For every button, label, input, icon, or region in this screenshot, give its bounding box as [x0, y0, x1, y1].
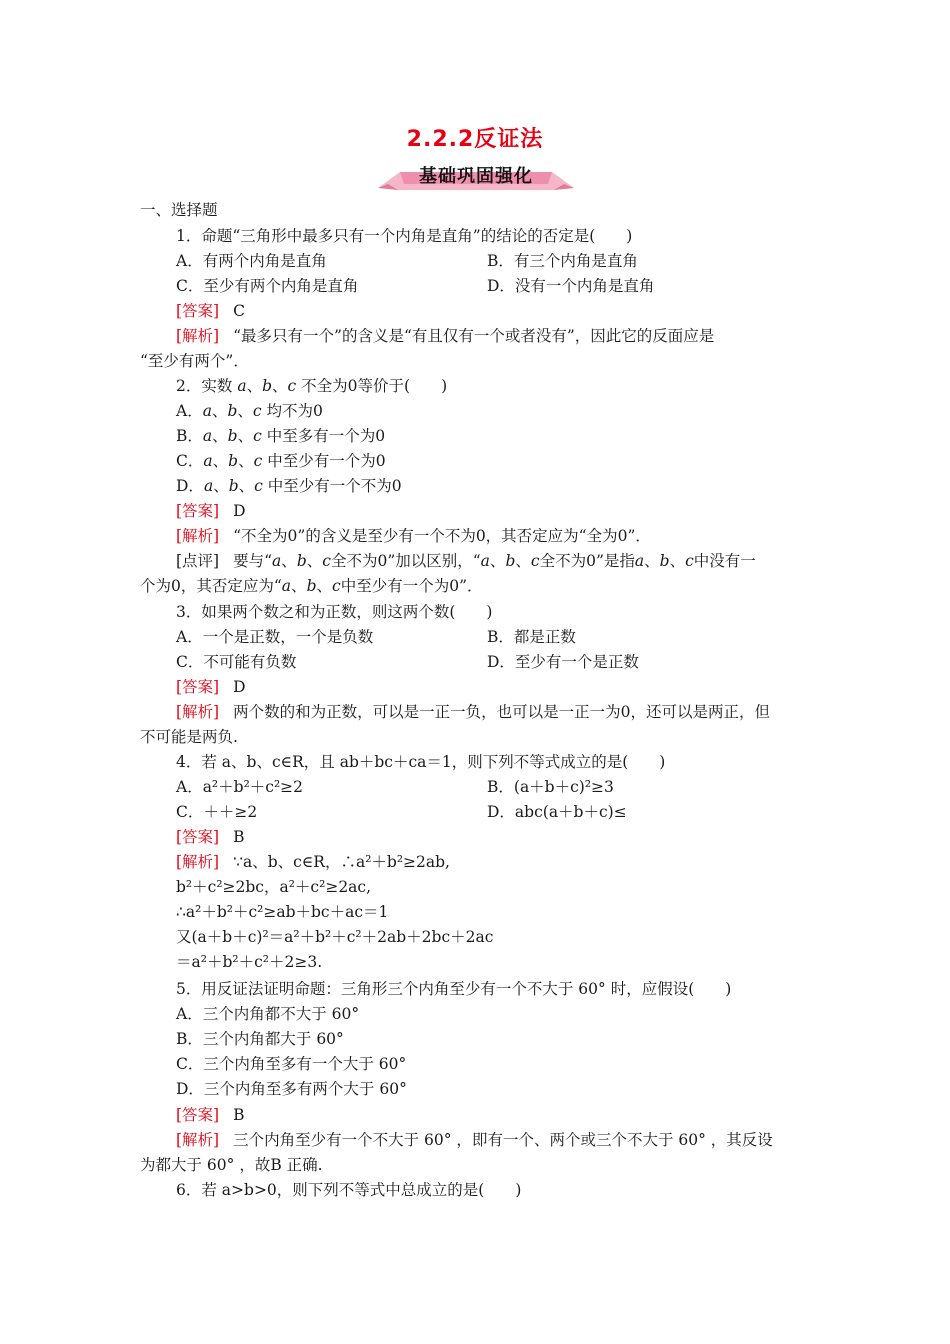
q3-option-d: D．至少有一个是正数 — [487, 653, 639, 671]
q3-option-c: C．不可能有负数 — [176, 653, 297, 671]
q2-stem: 2．实数 a、b、c 不全为0等价于( ) — [176, 377, 448, 395]
q2-option-b: B．a、b、c 中至多有一个为0 — [176, 427, 386, 445]
q4-analysis-text-1: ∵a、b、c∈R，∴a²＋b²≥2ab, — [233, 853, 450, 871]
q2-option-d: D．a、b、c 中至少有一个不为0 — [176, 477, 402, 495]
answer-label: [答案] — [176, 502, 220, 520]
q1-option-b: B．有三个内角是直角 — [487, 252, 638, 270]
analysis-label: [解析] — [176, 527, 220, 545]
q4-option-b: B．(a＋b＋c)²≥3 — [487, 778, 614, 796]
q1-answer — [176, 301, 245, 321]
q5-option-d: D．三个内角至多有两个大于 60° — [176, 1080, 407, 1098]
analysis-label: [解析] — [176, 1131, 220, 1149]
q4-analysis-text-5: ＝a²＋b²＋c²＋2≥3. — [176, 953, 323, 971]
q1-analysis-text-1: “最多只有一个”的含义是“有且仅有一个或者没有”，因此它的反面应是 — [233, 327, 715, 345]
analysis-label: [解析] — [176, 703, 220, 721]
q3-option-b: B．都是正数 — [487, 628, 576, 646]
q5-answer-value: B — [233, 1106, 245, 1124]
q4-option-a: A．a²＋b²＋c²≥2 — [176, 778, 304, 796]
q4-analysis-text-3: ∴a²＋b²＋c²≥ab＋bc＋ac＝1 — [176, 903, 389, 921]
q5-analysis-text-2: 为都大于 60° ，故B 正确. — [140, 1156, 323, 1174]
q3-answer-value: D — [233, 678, 246, 696]
q3-analysis — [176, 702, 770, 722]
q5-analysis — [176, 1130, 773, 1150]
q5-stem: 5．用反证法证明命题：三角形三个内角至少有一个不大于 60° 时，应假设( ) — [176, 980, 732, 998]
q1-stem: 1．命题“三角形中最多只有一个内角是直角”的结论的否定是( ) — [176, 227, 633, 245]
analysis-label: [解析] — [176, 327, 220, 345]
q4-option-c: C．＋＋≥2 — [176, 803, 258, 821]
q5-option-b: B．三个内角都大于 60° — [176, 1030, 344, 1048]
section-heading: 一、选择题 — [140, 201, 218, 219]
q4-analysis — [176, 852, 450, 872]
q5-option-a: A．三个内角都不大于 60° — [176, 1005, 360, 1023]
q2-answer — [176, 501, 246, 521]
comment-label: [点评] — [176, 552, 220, 570]
banner-title: 基础巩固强化 — [419, 166, 533, 187]
q4-option-d: D．abc(a＋b＋c)≤ — [487, 803, 627, 821]
q1-option-c: C．至少有两个内角是直角 — [176, 277, 359, 295]
q4-answer — [176, 827, 245, 847]
analysis-label: [解析] — [176, 853, 220, 871]
q3-analysis-text-2: 不可能是两负. — [140, 728, 238, 746]
answer-label: [答案] — [176, 1106, 220, 1124]
q5-answer — [176, 1105, 245, 1125]
q6-stem: 6．若 a>b>0，则下列不等式中总成立的是( ) — [176, 1181, 522, 1199]
q5-option-c: C．三个内角至多有一个大于 60° — [176, 1055, 407, 1073]
answer-label: [答案] — [176, 828, 220, 846]
page-title: 2.2.2反证法 — [406, 127, 544, 152]
q1-answer-value: C — [233, 302, 245, 320]
q1-analysis — [176, 326, 714, 346]
section-banner — [378, 160, 574, 194]
q1-option-a: A．有两个内角是直角 — [176, 252, 327, 270]
q2-answer-value: D — [233, 502, 246, 520]
q2-comment: [点评] 要与“a、b、c全不为0”加以区别，“a、b、c全不为0”是指a、b、c中没有一 — [176, 552, 756, 570]
q3-option-a: A．一个是正数，一个是负数 — [176, 628, 374, 646]
q3-answer — [176, 677, 246, 697]
q2-comment-2: 个为0，其否定应为“a、b、c中至少有一个为0”． — [140, 577, 483, 595]
q5-analysis-text-1: 三个内角至少有一个不大于 60° ，即有一个、两个或三个不大于 60° ，其反设 — [233, 1131, 773, 1149]
answer-label: [答案] — [176, 678, 220, 696]
q2-option-c: C．a、b、c 中至少有一个为0 — [176, 452, 386, 470]
q1-option-d: D．没有一个内角是直角 — [487, 277, 655, 295]
q3-stem: 3．如果两个数之和为正数，则这两个数( ) — [176, 603, 493, 621]
q3-analysis-text-1: 两个数的和为正数，可以是一正一负，也可以是一正一为0，还可以是两正，但 — [233, 703, 770, 721]
q4-analysis-text-4: 又(a＋b＋c)²＝a²＋b²＋c²＋2ab＋2bc＋2ac — [176, 928, 494, 946]
q4-analysis-text-2: b²＋c²≥2bc，a²＋c²≥2ac, — [176, 878, 372, 896]
q4-stem: 4．若 a、b、c∈R，且 ab＋bc＋ca＝1，则下列不等式成立的是( ) — [176, 753, 666, 771]
answer-label: [答案] — [176, 302, 220, 320]
q2-analysis — [176, 526, 651, 546]
q4-answer-value: B — [233, 828, 245, 846]
q2-analysis-text: “不全为0”的含义是至少有一个不为0，其否定应为“全为0”． — [233, 527, 651, 545]
q1-analysis-text-2: “至少有两个”． — [140, 352, 249, 370]
q2-option-a: A．a、b、c 均不为0 — [176, 402, 323, 420]
